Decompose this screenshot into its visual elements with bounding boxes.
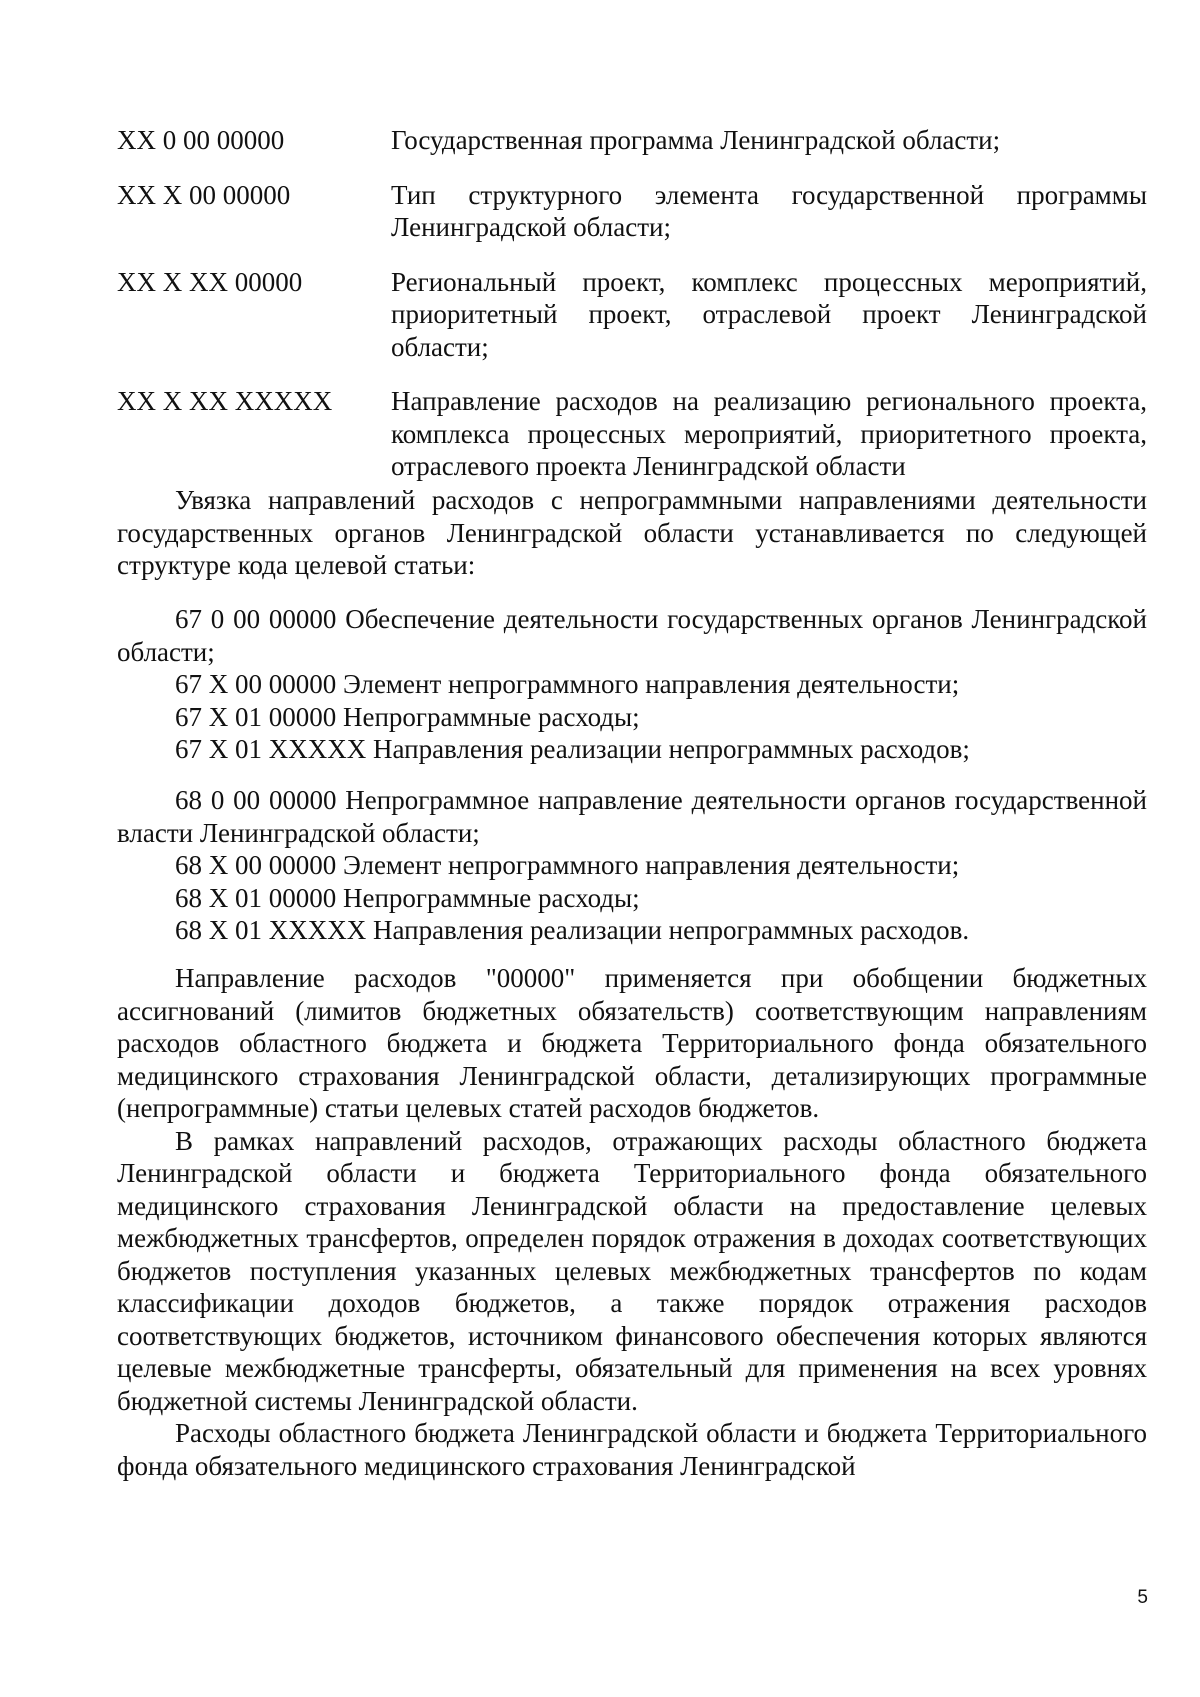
code-value: XX X 00 00000 [117, 179, 291, 210]
intro-block [117, 484, 1147, 582]
body-paragraph: Направление расходов "00000" применяется при обобщении бюджетных ассигнований (лимитов бюджетных обязательств) соответствующим направлениям расходов областного бюджета и бюджета Территориального фонда обязательного медицинского страхования Ленинградской области, детализирующих программные (непрограммные) статьи целевых статей расходов бюджетов. [117, 963, 1147, 1123]
group-68-line: 68 X 01 00000 Непрограммные расходы; [175, 882, 640, 913]
group-68-first: 68 0 00 00000 Непрограммное направление деятельности органов государственной власти Ленинградской области; [117, 785, 1147, 848]
code-row [117, 385, 1147, 483]
code-row [117, 124, 1147, 157]
group-68-line: 68 X 00 00000 Элемент непрограммного направления деятельности; [175, 850, 960, 880]
code-row [117, 179, 1147, 244]
group-68-line: 68 X 01 XXXXX Направления реализации непрограммных расходов. [175, 915, 970, 945]
code-value: XX 0 00 00000 [117, 125, 285, 155]
body-paragraph: Расходы областного бюджета Ленинградской области и бюджета Территориального фонда обязательного медицинского страхования Ленинградской [117, 1418, 1147, 1481]
group-67-first: 67 0 00 00000 Обеспечение деятельности государственных органов Ленинградской области; [117, 604, 1147, 667]
group-67-line: 67 X 00 00000 Элемент непрограммного направления деятельности; [175, 669, 960, 699]
body-text-block [117, 962, 1147, 1482]
code-description: Направление расходов на реализацию регионального проекта, комплекса процессных мероприятий, приоритетного проекта, отраслевого проекта Ленинградской области [391, 386, 1147, 481]
code-description: Региональный проект, комплекс процессных мероприятий, приоритетный проект, отраслевой проект Ленинградской области; [391, 266, 1147, 362]
code-structure-list [117, 124, 1147, 505]
body-paragraph: В рамках направлений расходов, отражающих расходы областного бюджета Ленинградской области и бюджета Территориального фонда обязательного медицинского страхования Ленинградской области на предоставление целевых межбюджетных трансфертов, определен порядок отражения в доходах соответствующих бюджетов поступления указанных целевых межбюджетных трансфертов по кодам классификации доходов бюджетов, а также порядок отражения расходов соответствующих бюджетов, источником финансового обеспечения которых являются целевые межбюджетные трансферты, обязательный для применения на всех уровнях бюджетной системы Ленинградской области. [117, 1125, 1147, 1416]
code-row [117, 266, 1147, 364]
group-67-line: 67 X 01 XXXXX Направления реализации непрограммных расходов; [175, 734, 970, 764]
code-description: Тип структурного элемента государственной программы Ленинградской области; [391, 179, 1147, 242]
intro-paragraph: Увязка направлений расходов с непрограммными направлениями деятельности государственных органов Ленинградской области устанавливается по следующей структуре кода целевой статьи: [117, 485, 1147, 580]
page-number: 5 [1137, 1587, 1148, 1608]
code-description: Государственная программа Ленинградской области; [391, 125, 1001, 155]
code-value: XX X XX 00000 [117, 266, 303, 297]
group-67-line: 67 X 01 00000 Непрограммные расходы; [175, 701, 640, 732]
group-67-block [117, 603, 1147, 766]
group-68-block [117, 784, 1147, 947]
code-value: XX X XX XXXXX [117, 386, 333, 416]
